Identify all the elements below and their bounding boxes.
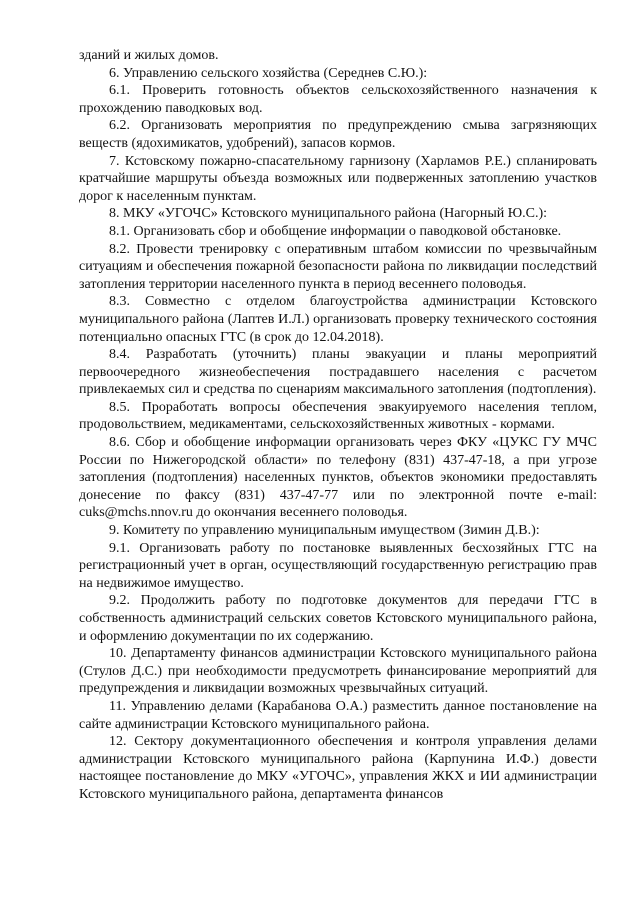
paragraph-item-8-4: 8.4. Разработать (уточнить) планы эвакуации и планы мероприятий первоочередного жизнеобеспечения пострадавшего населения с расчетом привлекаемых сил и средства по сценариям максимального затопления (подтопления). xyxy=(79,347,597,398)
paragraph-item-8-5: 8.5. Проработать вопросы обеспечения эвакуируемого населения теплом, продовольствием, медикаментами, сельскохозяйственных животных - кормами. xyxy=(79,399,597,433)
paragraph-item-8-3: 8.3. Совместно с отделом благоустройства администрации Кстовского муниципального района (Лаптев И.Л.) организовать проверку технического состояния потенциально опасных ГТС (в срок до 12.04.2018). xyxy=(79,294,597,345)
paragraph-item-8-6: 8.6. Сбор и обобщение информации организовать через ФКУ «ЦУКС ГУ МЧС России по Нижегородской области» по телефону (831) 437-47-18, а при угрозе затопления (подтопления) населенных пунктов, объектов экономики предоставлять донесение по факсу (831) 437-47-77 или по электронной почте e-mail: cuks@mchs.nnov.ru до окончания весеннего половодья. xyxy=(79,435,597,521)
paragraph-item-9: 9. Комитету по управлению муниципальным имуществом (Зимин Д.В.): xyxy=(109,523,540,539)
document-body xyxy=(79,47,597,804)
paragraph-item-10: 10. Департаменту финансов администрации Кстовского муниципального района (Стулов Д.С.) при необходимости предусмотреть финансирование мероприятий для предупреждения и ликвидации возможных чрезвычайных ситуаций. xyxy=(79,646,597,697)
paragraph-item-7: 7. Кстовскому пожарно-спасательному гарнизону (Харламов Р.Е.) спланировать кратчайшие маршруты объезда возможных или подверженных затоплению участков дорог к населенным пунктам. xyxy=(79,153,597,204)
paragraph-item-8-2: 8.2. Провести тренировку с оперативным штабом комиссии по чрезвычайным ситуациям и обеспечения пожарной безопасности района по ликвидации последствий затопления территории населенного пункта в период весеннего половодья. xyxy=(79,241,597,292)
paragraph-item-9-1: 9.1. Организовать работу по постановке выявленных бесхозяйных ГТС на регистрационный учет в орган, осуществляющий государственную регистрацию прав на недвижимое имущество. xyxy=(79,540,597,591)
paragraph-item-9-2: 9.2. Продолжить работу по подготовке документов для передачи ГТС в собственность администраций сельских советов Кстовского муниципального района, и оформлению документации по их содержанию. xyxy=(79,593,597,644)
paragraph-item-6: 6. Управлению сельского хозяйства (Середнев С.Ю.): xyxy=(109,65,428,81)
paragraph-item-8: 8. МКУ «УГОЧС» Кстовского муниципального района (Нагорный Ю.С.): xyxy=(109,206,548,222)
paragraph-item-6-1: 6.1. Проверить готовность объектов сельскохозяйственного назначения к прохождению паводковых вод. xyxy=(79,83,597,116)
paragraph-item-11: 11. Управлению делами (Карабанова О.А.) разместить данное постановление на сайте администрации Кстовского муниципального района. xyxy=(79,698,597,732)
paragraph-item-6-2: 6.2. Организовать мероприятия по предупреждению смыва загрязняющих веществ (ядохимикатов, удобрений), запасов кормов. xyxy=(79,118,597,151)
paragraph-item-8-1: 8.1. Организовать сбор и обобщение информации о паводковой обстановке. xyxy=(109,223,562,239)
paragraph-continuation: зданий и жилых домов. xyxy=(79,48,219,63)
paragraph-item-12: 12. Сектору документационного обеспечения и контроля управления делами администрации Кстовского муниципального района (Карпунина И.Ф.) довести настоящее постановление до МКУ «УГОЧС», управления ЖКХ и ИИ администрации Кстовского муниципального района, департамента финансов xyxy=(79,734,597,802)
